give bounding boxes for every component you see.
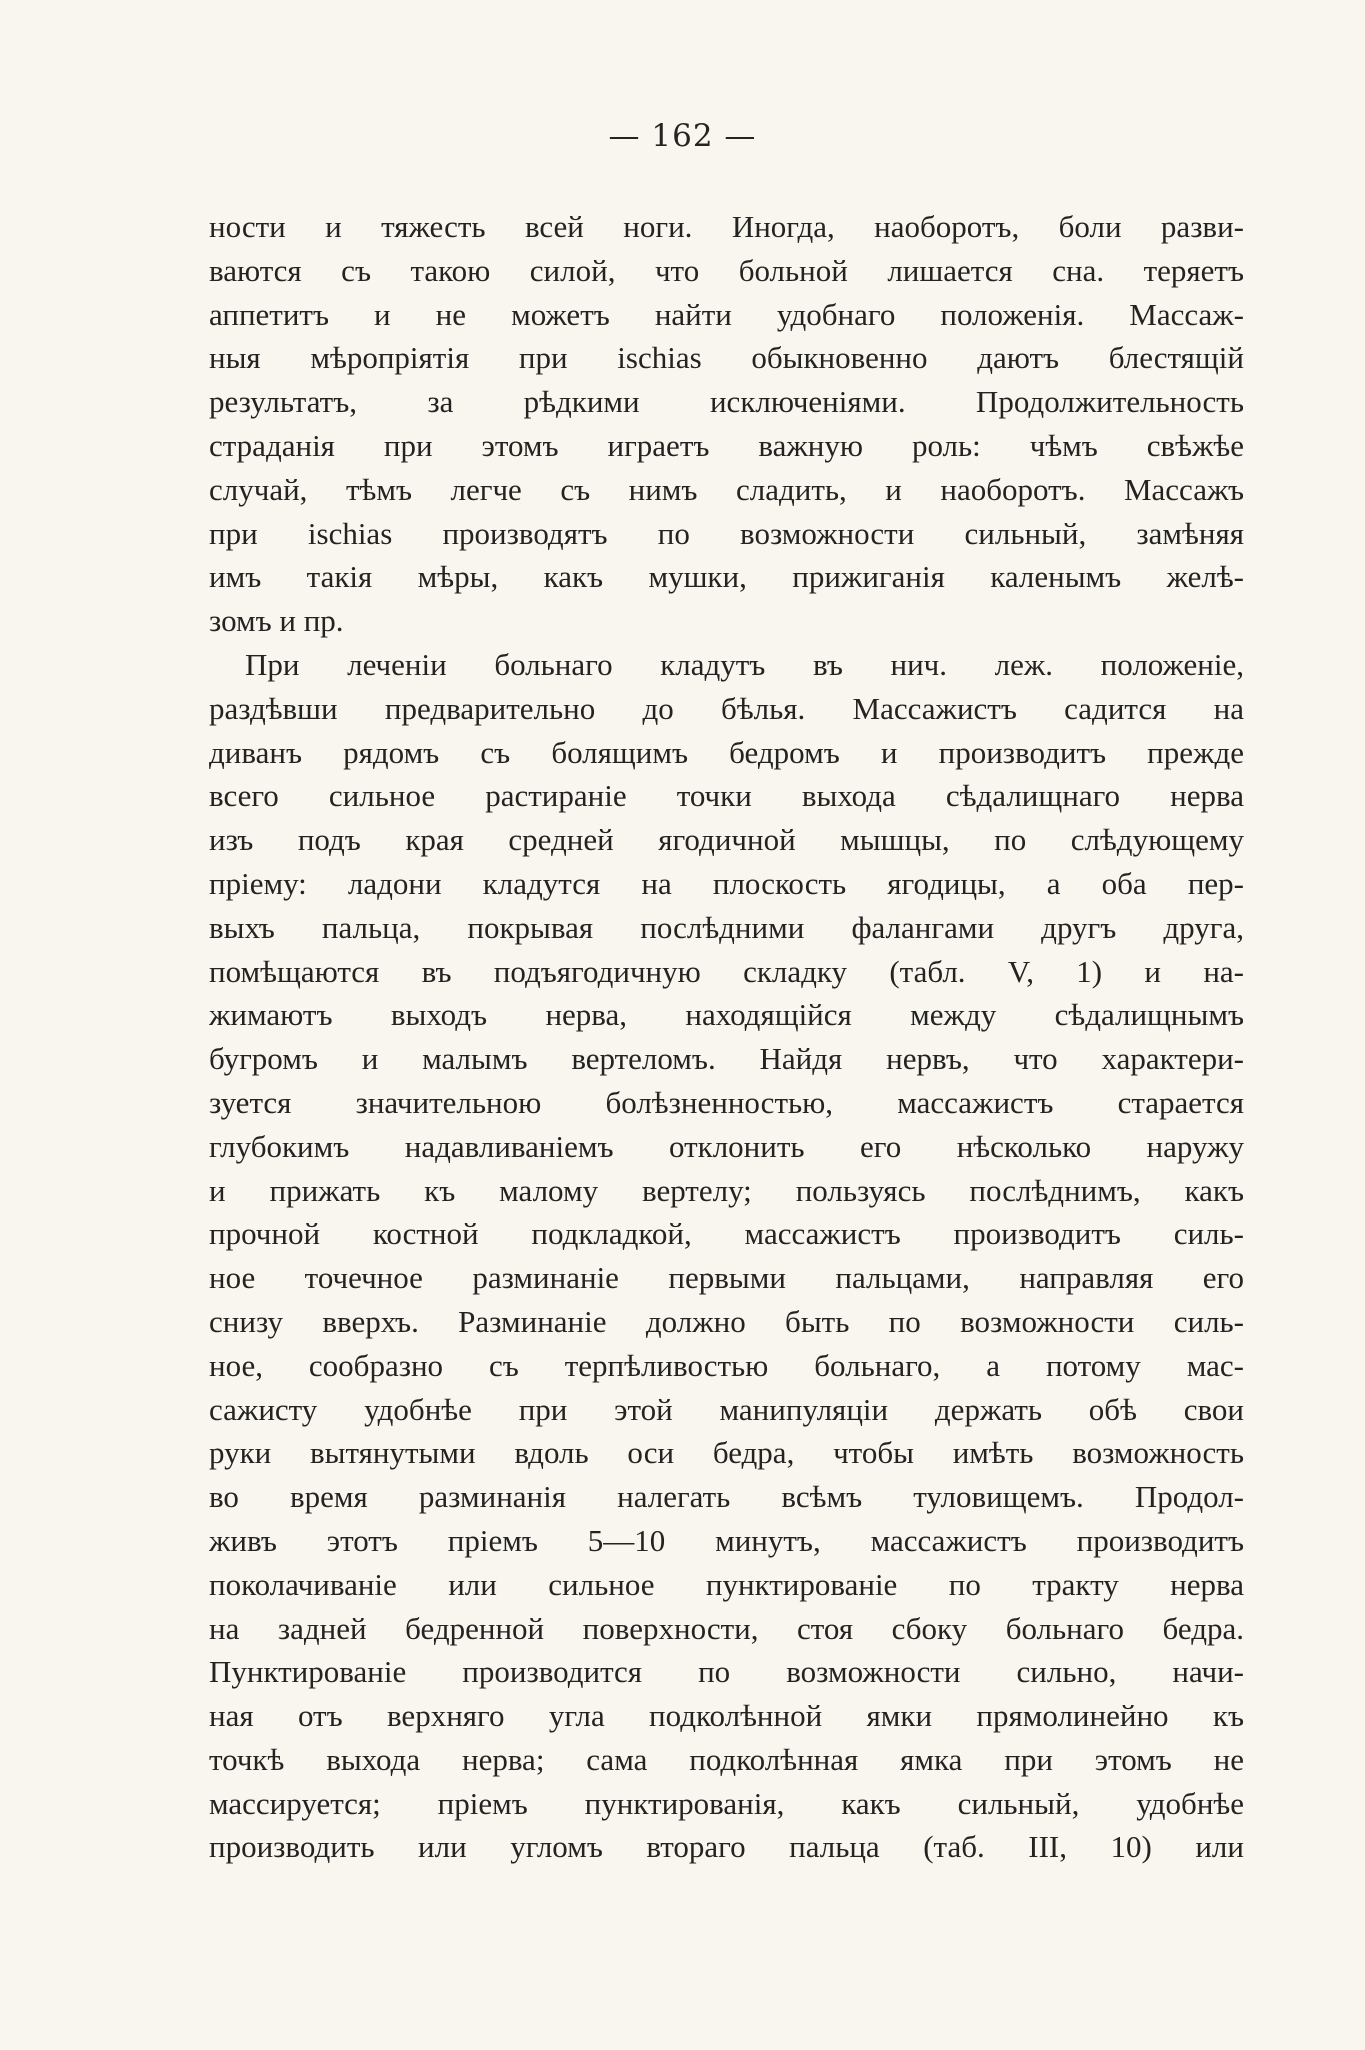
text-line: сажисту удобнѣе при этой манипуляціи держать обѣ свои <box>209 1391 1244 1427</box>
text-line: ная отъ верхняго угла подколѣнной ямки прямолинейно къ <box>209 1698 1244 1734</box>
text-line: бугромъ и малымъ вертеломъ. Найдя нервъ, что характери- <box>209 1041 1244 1077</box>
text-line: и прижать къ малому вертелу; пользуясь послѣднимъ, какъ <box>209 1172 1244 1208</box>
text-line: прочной костной подкладкой, массажистъ производитъ силь- <box>209 1216 1244 1252</box>
text-line: ное, сообразно съ терпѣливостью больнаго, а потому мас- <box>209 1347 1244 1383</box>
text-line: ныя мѣропріятія при ischias обыкновенно даютъ блестящій <box>209 340 1244 376</box>
text-line: ваются съ такою силой, что больной лишается сна. теряетъ <box>209 252 1244 288</box>
text-line: снизу вверхъ. Разминаніе должно быть по возможности силь- <box>209 1303 1244 1339</box>
text-line: на задней бедренной поверхности, стоя сбоку больнаго бедра. <box>209 1610 1244 1646</box>
body-text <box>209 205 1244 1869</box>
text-line: живъ этотъ пріемъ 5—10 минутъ, массажистъ производитъ <box>209 1522 1244 1558</box>
text-line: поколачиваніе или сильное пунктированіе по тракту нерва <box>209 1566 1244 1602</box>
text-line: случай, тѣмъ легче съ нимъ сладить, и наоборотъ. Массажъ <box>209 471 1244 507</box>
text-line: изъ подъ края средней ягодичной мышцы, по слѣдующему <box>209 822 1244 858</box>
text-line: выхъ пальца, покрывая послѣдними фалангами другъ друга, <box>209 909 1244 945</box>
text-line: производить или угломъ втораго пальца (таб. III, 10) или <box>209 1829 1244 1865</box>
text-line: помѣщаются въ подъягодичную складку (табл. V, 1) и на- <box>209 953 1244 989</box>
text-line: при ischias производятъ по возможности сильный, замѣняя <box>209 515 1244 551</box>
text-line: пріему: ладони кладутся на плоскость ягодицы, а оба пер- <box>209 865 1244 901</box>
text-line: Пунктированіе производится по возможности сильно, начи- <box>209 1654 1244 1690</box>
text-line: жимаютъ выходъ нерва, находящійся между сѣдалищнымъ <box>209 997 1244 1033</box>
text-line: ное точечное разминаніе первыми пальцами, направляя его <box>209 1260 1244 1296</box>
text-line: раздѣвши предварительно до бѣлья. Массажистъ садится на <box>209 690 1244 726</box>
paragraph-first-line: При леченіи больнаго кладутъ въ нич. леж. положеніе, <box>245 646 1244 682</box>
text-line: имъ такія мѣры, какъ мушки, прижиганія каленымъ желѣ- <box>209 559 1244 595</box>
text-line: точкѣ выхода нерва; сама подколѣнная ямка при этомъ не <box>209 1741 1244 1777</box>
text-line: глубокимъ надавливаніемъ отклонить его нѣсколько наружу <box>209 1128 1244 1164</box>
page-number: — 162 — <box>608 118 757 154</box>
text-line: во время разминанія налегать всѣмъ туловищемъ. Продол- <box>209 1479 1244 1515</box>
text-line: страданія при этомъ играетъ важную роль: чѣмъ свѣжѣе <box>209 427 1244 463</box>
text-line: диванъ рядомъ съ болящимъ бедромъ и производитъ прежде <box>209 734 1244 770</box>
text-line: результатъ, за рѣдкими исключеніями. Продолжительность <box>209 384 1244 420</box>
text-line: руки вытянутыми вдоль оси бедра, чтобы имѣть возможность <box>209 1435 1244 1471</box>
text-line: аппетитъ и не можетъ найти удобнаго положенія. Массаж- <box>209 296 1244 332</box>
text-line: зуется значительною болѣзненностью, массажистъ старается <box>209 1084 1244 1120</box>
text-line: массируется; пріемъ пунктированія, какъ сильный, удобнѣе <box>209 1785 1244 1821</box>
text-line: ности и тяжесть всей ноги. Иногда, наоборотъ, боли разви- <box>209 209 1244 244</box>
text-line: зомъ и пр. <box>209 603 344 639</box>
text-line: всего сильное растираніе точки выхода сѣдалищнаго нерва <box>209 778 1244 814</box>
